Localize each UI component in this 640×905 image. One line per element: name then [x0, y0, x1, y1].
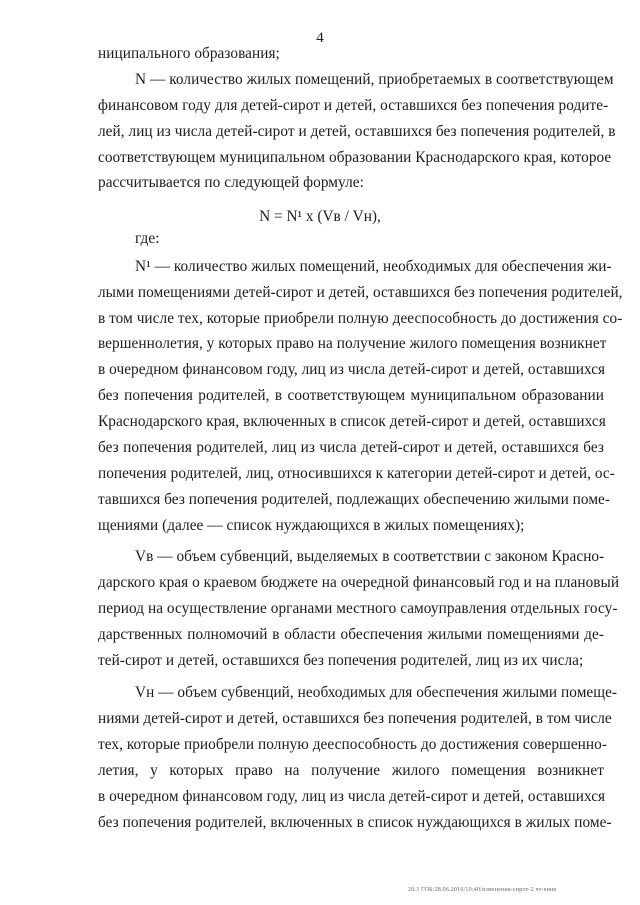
- text-line: Краснодарского края, включенных в список детей-сирот и детей, оставшихся: [98, 413, 606, 430]
- text-line: без попечения родителей, в соответствующем муниципальном образовании: [98, 387, 604, 404]
- text-line: рассчитывается по следующей формуле:: [98, 174, 364, 191]
- text-line: Vв — объем субвенций, выделяемых в соответствии с законом Красно-: [135, 548, 605, 565]
- text-line: вершеннолетия, у которых право на получение жилого помещения возникнет: [98, 335, 607, 352]
- text-line: дарственных полномочий в области обеспечения жилыми помещениями де-: [98, 626, 604, 643]
- text-line: дарского края о краевом бюджете на очередной финансовый год и на плановый: [98, 574, 620, 591]
- text-line: N — количество жилых помещений, приобретаемых в соответствующем: [135, 71, 614, 88]
- text-line: без попечения родителей, лиц из числа детей-сирот и детей, оставшихся без: [98, 439, 604, 456]
- text-line: тей-сирот и детей, оставшихся без попечения родителей, лиц из их числа;: [98, 652, 584, 669]
- text-line: летия, у которых право на получение жилого помещения возникнет: [98, 762, 604, 779]
- text-line: N¹ — количество жилых помещений, необходимых для обеспечения жи-: [135, 258, 612, 275]
- text-line: лей, лиц из числа детей-сирот и детей, оставшихся без попечения родителей, в: [98, 123, 616, 140]
- footer-stamp: 20.3 ГОБ/28.06.2016/10:40/изменения-сирот-2 чт-ения: [408, 887, 557, 893]
- text-line: лыми помещениями детей-сирот и детей, оставшихся без попечения родителей,: [98, 284, 623, 301]
- text-line: тех, которые приобрели полную дееспособность до достижения совершенно-: [98, 736, 607, 753]
- text-line: щениями (далее — список нуждающихся в жилых помещениях);: [98, 517, 525, 534]
- text-line: соответствующем муниципальном образовании Краснодарского края, которое: [98, 149, 612, 166]
- text-line: в очередном финансовом году, лиц из числа детей-сирот и детей, оставшихся: [98, 788, 606, 805]
- page-number: 4: [316, 30, 324, 46]
- text-line: ниципального образования;: [98, 45, 280, 62]
- text-line: где:: [135, 230, 160, 247]
- formula: N = N¹ x (Vв / Vн),: [259, 208, 381, 225]
- text-line: Vн — объем субвенций, необходимых для обеспечения жилыми помеще-: [135, 684, 618, 701]
- text-line: в очередном финансовом году, лиц из числа детей-сирот и детей, оставшихся: [98, 361, 606, 378]
- text-line: попечения родителей, лиц, относившихся к категории детей-сирот и детей, ос-: [98, 465, 615, 482]
- text-line: финансовом году для детей-сирот и детей, оставшихся без попечения родите-: [98, 97, 609, 114]
- text-line: тавшихся без попечения родителей, подлежащих обеспечению жилыми поме-: [98, 491, 611, 508]
- text-line: в том числе тех, которые приобрели полную дееспособность до достижения со-: [98, 310, 623, 327]
- text-line: ниями детей-сирот и детей, оставшихся без попечения родителей, в том числе: [98, 710, 612, 727]
- text-line: период на осуществление органами местного самоуправления отдельных госу-: [98, 600, 618, 617]
- text-line: без попечения родителей, включенных в список нуждающихся в жилых поме-: [98, 814, 612, 831]
